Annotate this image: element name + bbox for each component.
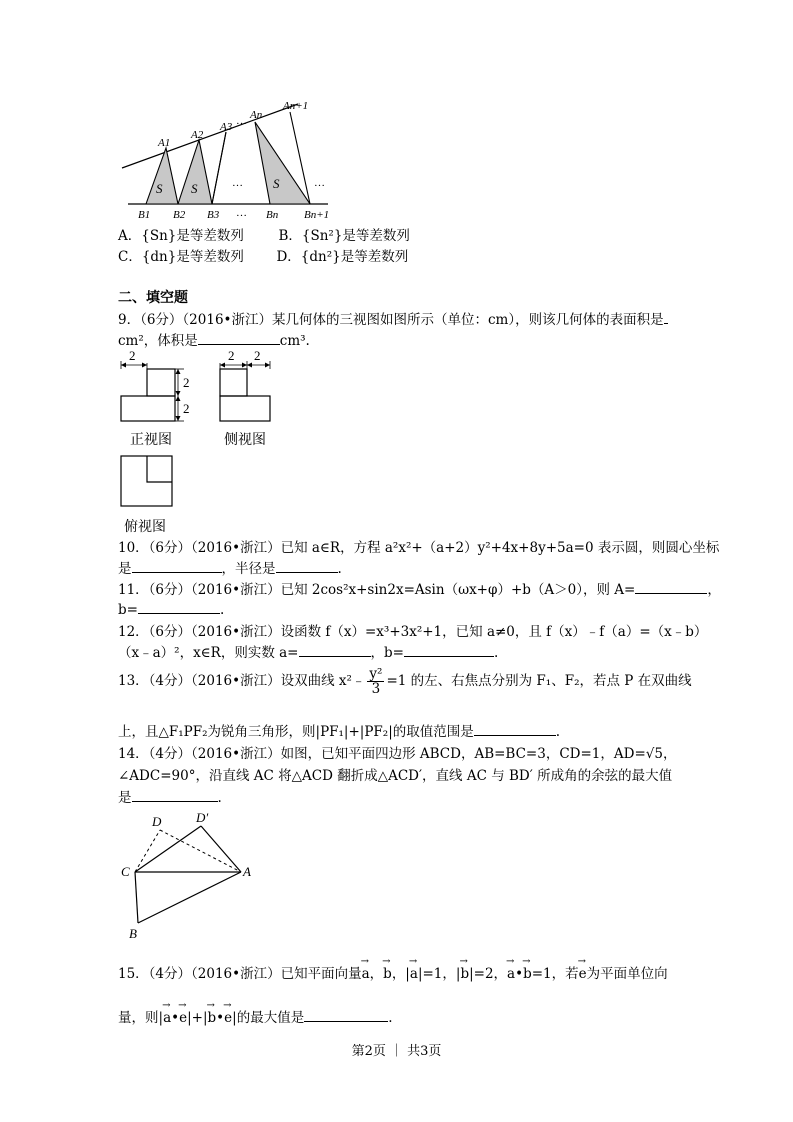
fig14-label-b: B <box>129 926 137 941</box>
q9-text: 9．（6分）（2016•浙江）某几何体的三视图如图所示（单位：cm），则该几何体的表面积是 <box>118 312 664 328</box>
q12-text2: ，b= <box>370 645 404 661</box>
fig8-label-a1: A1 <box>158 137 171 149</box>
fig8-dots: … <box>236 207 247 219</box>
vector-b: → b <box>383 966 392 982</box>
fig8-dots: … <box>314 177 325 189</box>
q14-line3 <box>118 786 222 806</box>
q10-blank-center[interactable] <box>132 558 222 573</box>
q10-blank-radius[interactable] <box>276 558 338 573</box>
fig14-diagram <box>116 810 266 945</box>
q15-comma: ， <box>369 966 384 982</box>
q15-text2: |=1，| <box>417 966 461 982</box>
q8-options-row1 <box>118 224 410 244</box>
q11-text2: b= <box>118 602 138 618</box>
q10-line1: 10．（6分）（2016•浙江）已知 a∈R，方程 a²x²+（a+2）y²+4x+8y+5a=0 表示圆，则圆心坐标 <box>118 540 720 556</box>
fig8-label-bn1: Bn+1 <box>304 209 330 221</box>
vector-a: → a <box>362 966 370 982</box>
q12-period: . <box>493 645 499 661</box>
q8-options-row2 <box>118 245 408 265</box>
q11-blank-a[interactable] <box>635 579 707 594</box>
fig8-label-an: An <box>250 109 263 121</box>
q14-text: 14．（4分）（2016•浙江）如图，已知平面四边形 ABCD，AB=BC=3，CD=1，AD= <box>118 746 646 762</box>
fig8-label-b3: B3 <box>207 209 220 221</box>
vector-a: → a <box>163 1010 171 1026</box>
vector-a: → a <box>507 966 515 982</box>
q15-text6: 量，则| <box>118 1010 164 1026</box>
q11-blank-b[interactable] <box>138 599 220 614</box>
q11-comma: ， <box>707 582 721 598</box>
q15-period: . <box>388 1010 393 1026</box>
q13-text: 13．（4分）（2016•浙江）设双曲线 x²﹣ <box>118 673 366 689</box>
q15-line1 <box>118 962 668 982</box>
fig14-label-dp: D′ <box>196 810 209 825</box>
fig8-dots: … <box>232 177 243 189</box>
q15-text: 15．（4分）（2016•浙江）已知平面向量 <box>118 966 362 982</box>
fig8-label-a2: A2 <box>191 129 204 141</box>
fig8-s-label: S <box>273 176 280 191</box>
q12-line2 <box>118 641 498 661</box>
q12-line1: 12．（6分）（2016•浙江）设函数 f（x）=x³+3x²+1，已知 a≠0，且 f（x）﹣f（a）=（x﹣b） <box>118 624 708 640</box>
page-footer: 第2页 ｜ 共3页 <box>351 1044 442 1059</box>
vector-e: → e <box>579 966 587 982</box>
q14-period: . <box>217 790 222 806</box>
side-view-caption: 侧视图 <box>224 432 266 448</box>
vector-e: → e <box>179 1010 187 1026</box>
q15-dot: • <box>216 1010 225 1026</box>
q15-text3: |=2， <box>469 966 508 982</box>
q11-text: 11．（6分）（2016•浙江）已知 2cos²x+sin2x=Asin（ωx+φ）+b（A＞0），则 A= <box>118 582 636 598</box>
q14-comma: ， <box>662 746 677 762</box>
section-title-fill-blank: 二、填空题 <box>118 290 188 306</box>
q12-blank-a[interactable] <box>299 642 371 657</box>
vector-b: → b <box>523 966 532 982</box>
front-dim-height-bottom: 2 <box>183 401 190 416</box>
q8-option-d: D．{dn²}是等差数列 <box>276 249 409 265</box>
fig8-s-label: S <box>191 181 198 196</box>
fig8-s-label: S <box>156 181 163 196</box>
q13-line2 <box>118 720 560 740</box>
front-dim-height-top: 2 <box>183 375 190 390</box>
q14-blank-answer[interactable] <box>132 787 218 802</box>
q14-line2: ∠ADC=90°，沿直线 AC 将△ACD 翻折成△ACD′，直线 AC 与 BD′ 所成角的余弦的最大值 <box>118 768 673 784</box>
fig14-label-c: C <box>121 864 130 879</box>
vector-b: → b <box>460 966 469 982</box>
q9-unit: cm³. <box>279 333 310 349</box>
q14-line1 <box>118 742 676 762</box>
q11-line1 <box>118 578 721 598</box>
front-dim-width: 2 <box>129 348 136 363</box>
q15-text7: |+| <box>187 1010 208 1026</box>
q12-blank-b[interactable] <box>404 642 494 657</box>
vector-a: → a <box>410 966 418 982</box>
q9-blank-area[interactable] <box>664 309 668 324</box>
q15-text8: |的最大值是 <box>232 1010 305 1026</box>
vector-b: → b <box>208 1010 217 1026</box>
q11-line2 <box>118 599 224 618</box>
front-view-caption: 正视图 <box>130 432 172 448</box>
q14-text3: 是 <box>118 790 132 806</box>
q13-frac-num: y² <box>369 666 383 682</box>
fig14-label-d: D <box>152 814 162 829</box>
fig8-label-a3: A3 <box>220 121 233 133</box>
fig8-label-bn: Bn <box>266 209 279 221</box>
q14-sqrt5: √5 <box>645 746 663 762</box>
q13-text2: =1 的左、右焦点分别为 F₁、F₂，若点 P 在双曲线 <box>386 673 692 689</box>
fig8-label-adots: … <box>236 115 247 127</box>
q9-line1 <box>118 308 668 328</box>
q15-abs-open: ，| <box>391 966 410 982</box>
q13-fraction <box>367 667 384 696</box>
q10-period: . <box>337 561 342 577</box>
q15-line2 <box>118 1006 393 1026</box>
q8-option-b: B．{Sn²}是等差数列 <box>278 228 410 244</box>
top-view-caption: 俯视图 <box>124 519 166 535</box>
q13-line1 <box>118 667 692 696</box>
q8-option-a: A．{Sn}是等差数列 <box>118 228 244 244</box>
q13-period: . <box>555 724 561 740</box>
vector-e: → e <box>224 1010 232 1026</box>
q12-text: （x﹣a）²，x∈R，则实数 a= <box>118 645 299 661</box>
fig8-label-b1: B1 <box>138 209 151 221</box>
side-dim-right: 2 <box>254 348 261 363</box>
side-dim-left: 2 <box>228 348 235 363</box>
fig14-label-a: A <box>243 864 251 879</box>
q13-text3: 上，且△F₁PF₂为锐角三角形，则|PF₁|+|PF₂|的取值范围是 <box>118 724 474 740</box>
q8-option-c: C．{dn}是等差数列 <box>118 249 244 265</box>
q13-frac-den: 3 <box>371 681 381 697</box>
q15-dot: • <box>515 966 524 982</box>
q10-text: 是 <box>118 561 132 577</box>
fig8-label-b2: B2 <box>173 209 186 221</box>
q15-text4: =1，若 <box>531 966 579 982</box>
q15-dot: • <box>171 1010 180 1026</box>
q11-period: . <box>219 602 225 618</box>
q13-blank-range[interactable] <box>474 721 556 736</box>
q10-text2: ，半径是 <box>221 561 276 577</box>
fig8-diagram <box>118 100 348 225</box>
fig8-label-an1: An+1 <box>283 100 309 112</box>
q15-blank-max[interactable] <box>304 1007 388 1022</box>
q9-text2: cm²，体积是 <box>118 333 198 349</box>
q10-line2 <box>118 557 342 577</box>
q15-text5: 为平面单位向 <box>586 966 668 982</box>
